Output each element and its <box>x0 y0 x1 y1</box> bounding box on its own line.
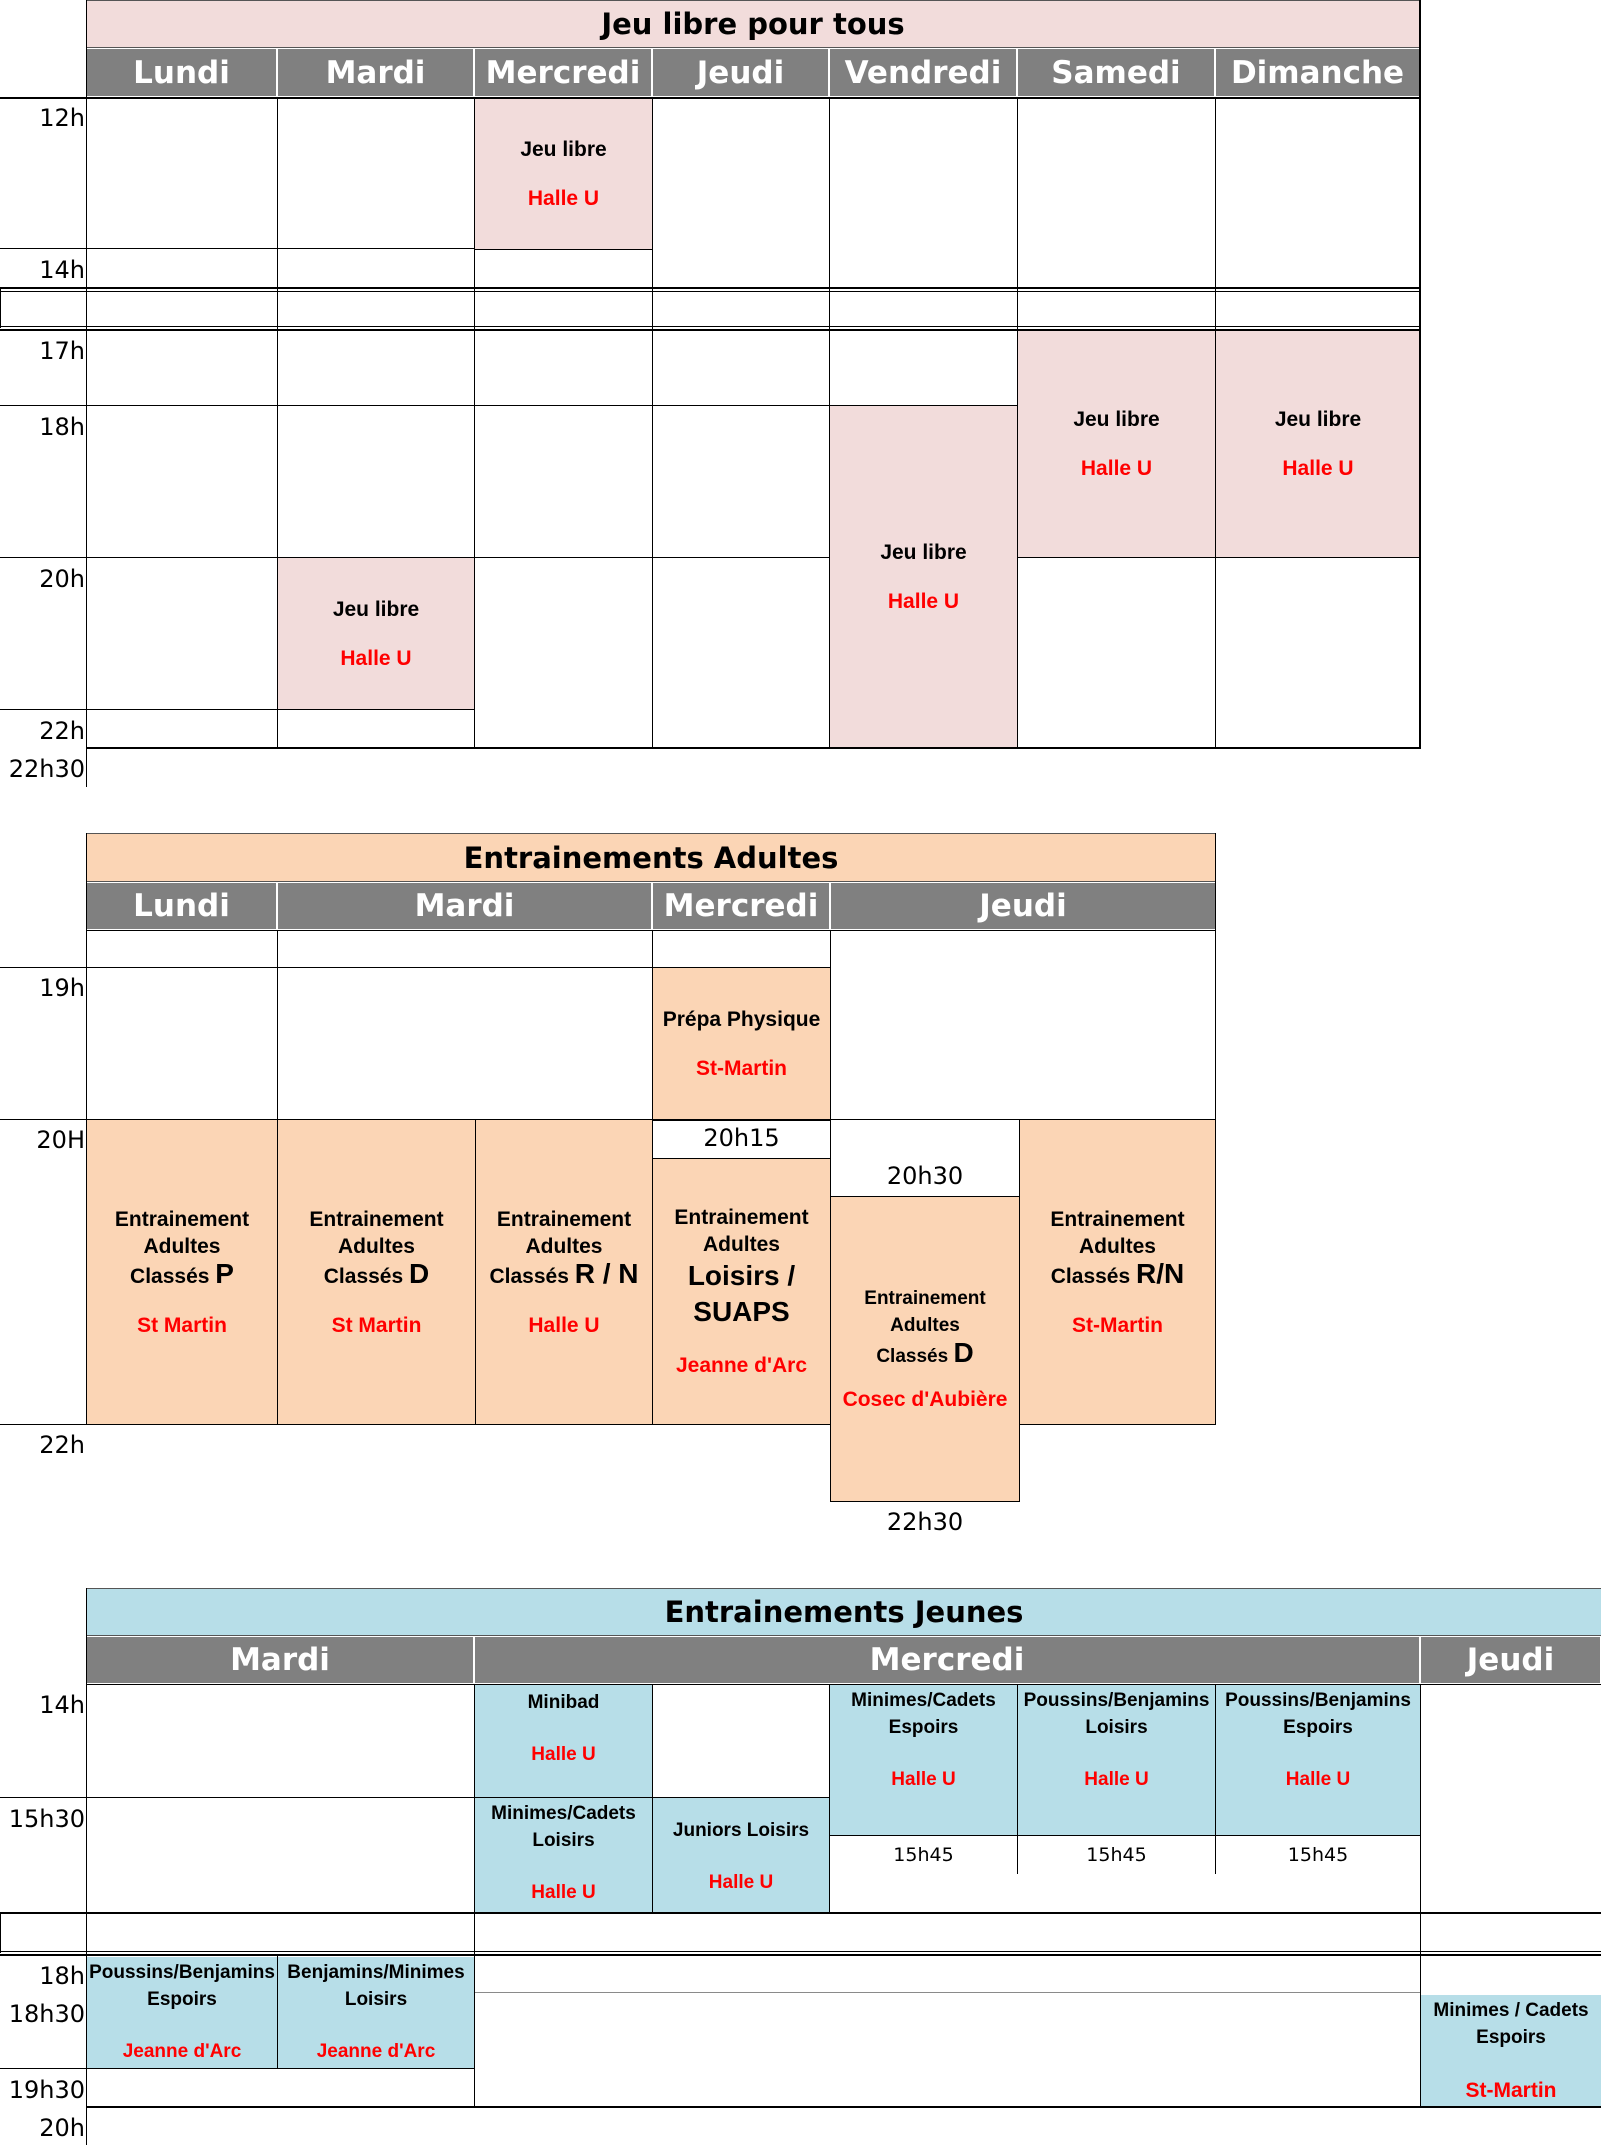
block-lundi-adultes-p: Entrainement Adultes Classés P St Martin <box>86 1119 278 1425</box>
grid-line <box>277 930 278 1120</box>
grid-line <box>0 288 1 328</box>
day-header-mercredi: Mercredi <box>474 48 652 97</box>
block-minibad: Minibad Halle U <box>475 1685 652 1797</box>
grid-line <box>0 709 474 710</box>
block-samedi-jeu-libre: Jeu libre Halle U <box>1018 330 1215 558</box>
grid-line <box>829 1835 1420 1836</box>
grid-line <box>474 97 475 748</box>
time-label: 19h <box>39 974 85 1002</box>
day-header-mercredi: Mercredi <box>474 1636 1420 1684</box>
block-mardi-poussins-benjamins: Poussins/Benjamins Espoirs Jeanne d'Arc <box>87 1957 277 2068</box>
time-label: 12h <box>39 104 85 132</box>
grid-line <box>86 0 87 787</box>
time-label: 17h <box>39 337 85 365</box>
time-label: 20h <box>39 2114 85 2142</box>
grid-line <box>1420 1684 1421 2108</box>
day-header-jeudi: Jeudi <box>652 48 829 97</box>
grid-line <box>830 930 831 1120</box>
block-mercredi-adultes-loisirs: Entrainement Adultes Loisirs / SUAPS Jeanne d'Arc <box>652 1158 831 1425</box>
time-label: 22h30 <box>8 755 85 783</box>
block-juniors-loisirs: Juniors Loisirs Halle U <box>653 1798 829 1912</box>
grid-line <box>0 329 1420 331</box>
time-label: 14h <box>39 256 85 284</box>
grid-line <box>1215 97 1216 748</box>
time-label: 14h <box>39 1691 85 1719</box>
grid-line <box>86 930 1216 931</box>
time-mark-20h30: 20h30 <box>886 1162 964 1190</box>
grid-line <box>0 1951 1601 1952</box>
grid-line <box>0 326 1420 327</box>
grid-line <box>1017 557 1420 558</box>
grid-line <box>86 747 1420 749</box>
block-poussins-benjamins-espoirs: Poussins/Benjamins Espoirs Halle U <box>1216 1685 1420 1835</box>
grid-line <box>1017 97 1018 748</box>
block-mardi-adultes-rn: Entrainement Adultes Classés R / N Halle U <box>475 1119 653 1425</box>
day-header-mercredi: Mercredi <box>652 882 830 930</box>
time-label: 18h30 <box>8 2000 85 2028</box>
section-title-adultes: Entrainements Adultes <box>86 833 1216 882</box>
time-label: 20H <box>36 1126 85 1154</box>
grid-line <box>277 97 278 748</box>
block-mercredi-prepa: Prépa Physique St-Martin <box>653 968 830 1119</box>
block-poussins-benjamins-loisirs: Poussins/Benjamins Loisirs Halle U <box>1018 1685 1215 1835</box>
day-header-jeudi: Jeudi <box>830 882 1216 930</box>
day-header-dimanche: Dimanche <box>1215 48 1420 97</box>
block-mercredi-jeu-libre: Jeu libre Halle U <box>475 98 652 250</box>
time-mark-20h15: 20h15 <box>703 1124 780 1152</box>
block-dimanche-jeu-libre: Jeu libre Halle U <box>1216 330 1420 558</box>
time-label: 22h <box>39 1431 85 1459</box>
time-label: 22h <box>39 717 85 745</box>
grid-line <box>0 1912 1601 1914</box>
time-label: 15h30 <box>8 1805 85 1833</box>
day-header-lundi: Lundi <box>86 48 277 97</box>
block-minimes-cadets-espoirs: Minimes/Cadets Espoirs Halle U <box>830 1685 1017 1835</box>
grid-line <box>0 1913 1 1953</box>
block-jeudi-minimes-cadets: Minimes / Cadets Espoirs St-Martin <box>1421 1995 1601 2108</box>
grid-line <box>277 1955 278 2068</box>
time-mark-22h30: 22h30 <box>886 1508 964 1536</box>
grid-line <box>0 1797 474 1798</box>
section-title-jeunes: Entrainements Jeunes <box>86 1588 1601 1636</box>
grid-line <box>1419 0 1421 749</box>
grid-line <box>652 97 653 748</box>
day-header-mardi: Mardi <box>277 48 474 97</box>
time-mark-15h45: 15h45 <box>893 1844 954 1866</box>
day-header-vendredi: Vendredi <box>829 48 1017 97</box>
grid-line <box>86 1588 87 2145</box>
grid-line <box>0 291 1420 292</box>
grid-line <box>0 2068 474 2069</box>
time-label: 18h <box>39 1962 85 1990</box>
grid-line <box>829 97 830 748</box>
day-header-lundi: Lundi <box>86 882 277 930</box>
grid-line <box>474 1992 1420 1993</box>
time-mark-15h45: 15h45 <box>1086 1844 1147 1866</box>
grid-line <box>474 249 652 250</box>
grid-line <box>474 1684 475 2108</box>
time-label: 18h <box>39 413 85 441</box>
block-minimes-cadets-loisirs: Minimes/Cadets Loisirs Halle U <box>475 1798 652 1912</box>
grid-line <box>0 1954 1601 1956</box>
day-header-samedi: Samedi <box>1017 48 1215 97</box>
grid-line <box>829 1684 830 1913</box>
grid-line <box>0 287 1420 289</box>
grid-line <box>652 1684 653 1913</box>
time-label: 20h <box>39 565 85 593</box>
section-title-jeu-libre: Jeu libre pour tous <box>86 0 1420 48</box>
grid-line <box>0 405 1017 406</box>
block-mardi-benjamins-minimes: Benjamins/Minimes Loisirs Jeanne d'Arc <box>278 1957 474 2068</box>
grid-line <box>0 248 474 249</box>
grid-line <box>86 1684 1601 1685</box>
day-header-mardi: Mardi <box>277 882 652 930</box>
block-mardi-jeu-libre: Jeu libre Halle U <box>278 558 474 709</box>
grid-line <box>0 97 1420 99</box>
grid-line <box>1017 1684 1018 1874</box>
time-label: 19h30 <box>8 2076 85 2104</box>
time-mark-15h45: 15h45 <box>1287 1844 1349 1866</box>
grid-line <box>0 557 830 558</box>
day-header-mardi: Mardi <box>86 1636 474 1684</box>
block-mardi-adultes-d: Entrainement Adultes Classés D St Martin <box>277 1119 476 1425</box>
block-jeudi-adultes-d: Entrainement Adultes Classés D Cosec d'Aubière <box>830 1196 1020 1502</box>
block-vendredi-jeu-libre: Jeu libre Halle U <box>830 406 1017 748</box>
grid-line <box>86 2106 1601 2108</box>
day-header-jeudi: Jeudi <box>1420 1636 1601 1684</box>
grid-line <box>1215 1684 1216 1874</box>
block-jeudi-adultes-rn: Entrainement Adultes Classés R/N St-Martin <box>1019 1119 1216 1425</box>
